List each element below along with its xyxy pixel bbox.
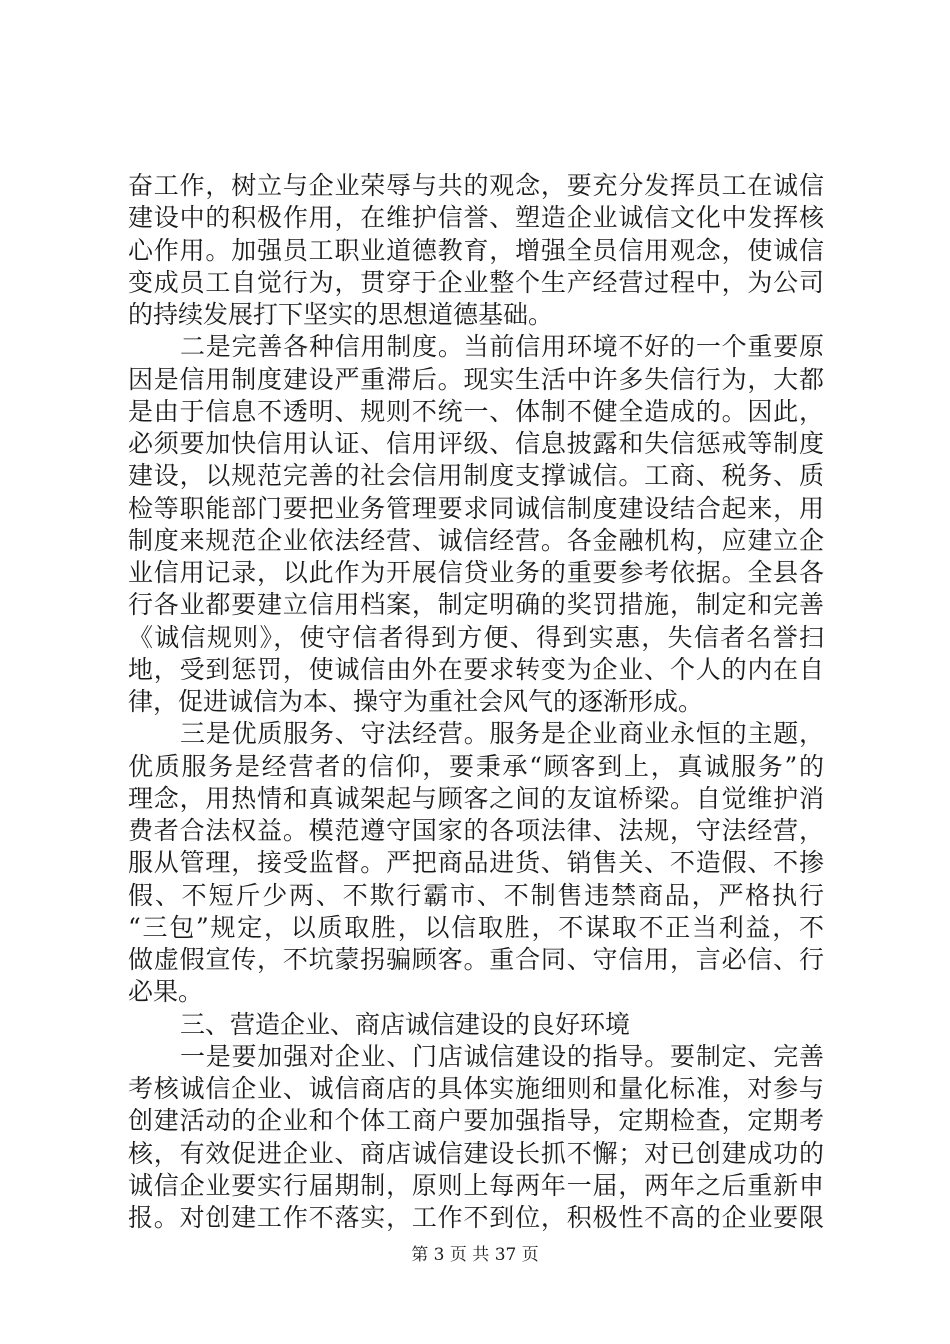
text-line: 奋工作，树立与企业荣辱与共的观念，要充分发挥员工在诚信 <box>128 171 824 200</box>
text-line: 核，有效促进企业、商店诚信建设长抓不懈；对已创建成功的 <box>128 1138 824 1168</box>
text-line: 三、营造企业、商店诚信建设的良好环境 <box>180 1009 631 1039</box>
text-line: 必须要加快信用认证、信用评级、信息披露和失信惩戒等制度 <box>128 429 824 458</box>
text-line: 必果。 <box>128 977 204 1007</box>
text-line: 《诚信规则》，使守信者得到方便、得到实惠，失信者名誉扫 <box>128 622 824 652</box>
text-line: 理念，用热情和真诚架起与顾客之间的友谊桥梁。自觉维护消 <box>128 783 824 813</box>
text-line: 一是要加强对企业、门店诚信建设的指导。要制定、完善 <box>180 1041 824 1071</box>
text-line: 二是完善各种信用制度。当前信用环境不好的一个重要原 <box>180 332 824 362</box>
text-line: 报。对创建工作不落实，工作不到位，积极性不高的企业要限 <box>128 1203 824 1232</box>
text-line: 三是优质服务、守法经营。服务是企业商业永恒的主题， <box>180 719 824 749</box>
text-line: 做虚假宣传，不坑蒙拐骗顾客。重合同、守信用，言必信、行 <box>128 945 824 974</box>
text-line: 心作用。加强员工职业道德教育，增强全员信用观念，使诚信 <box>128 235 824 265</box>
text-line: 建设，以规范完善的社会信用制度支撑诚信。工商、税务、质 <box>128 461 824 491</box>
text-line: 费者合法权益。模范遵守国家的各项法律、法规，守法经营， <box>128 816 824 845</box>
text-line: 考核诚信企业、诚信商店的具体实施细则和量化标准，对参与 <box>128 1074 824 1103</box>
page-footer: 第 3 页 共 37 页 <box>411 1245 539 1265</box>
text-line: 因是信用制度建设严重滞后。现实生活中许多失信行为，大都 <box>128 364 824 394</box>
text-line: 业信用记录，以此作为开展信贷业务的重要参考依据。全县各 <box>128 558 824 587</box>
text-line: 建设中的积极作用，在维护信誉、塑造企业诚信文化中发挥核 <box>128 203 824 233</box>
text-line: 变成员工自觉行为，贯穿于企业整个生产经营过程中，为公司 <box>128 267 824 297</box>
text-line: “三包”规定，以质取胜，以信取胜，不谋取不正当利益，不 <box>128 912 824 942</box>
text-line: 创建活动的企业和个体工商户要加强指导，定期检查，定期考 <box>128 1106 824 1136</box>
text-line: 服从管理，接受监督。严把商品进货、销售关、不造假、不掺 <box>128 848 824 878</box>
text-line: 检等职能部门要把业务管理要求同诚信制度建设结合起来，用 <box>128 493 824 523</box>
text-line: 诚信企业要实行届期制，原则上每两年一届，两年之后重新申 <box>128 1170 824 1200</box>
text-line: 优质服务是经营者的信仰，要秉承“顾客到上，真诚服务”的 <box>128 751 824 781</box>
text-line: 地，受到惩罚，使诚信由外在要求转变为企业、个人的内在自 <box>128 654 824 684</box>
text-line: 律，促进诚信为本、操守为重社会风气的逐渐形成。 <box>128 687 704 716</box>
text-line: 制度来规范企业依法经营、诚信经营。各金融机构，应建立企 <box>128 525 824 555</box>
text-line: 假、不短斤少两、不欺行霸市、不制售违禁商品，严格执行 <box>128 880 824 910</box>
text-line: 行各业都要建立信用档案，制定明确的奖罚措施，制定和完善 <box>128 590 824 620</box>
text-line: 的持续发展打下坚实的思想道德基础。 <box>128 300 554 329</box>
text-line: 是由于信息不透明、规则不统一、体制不健全造成的。因此， <box>128 396 824 426</box>
